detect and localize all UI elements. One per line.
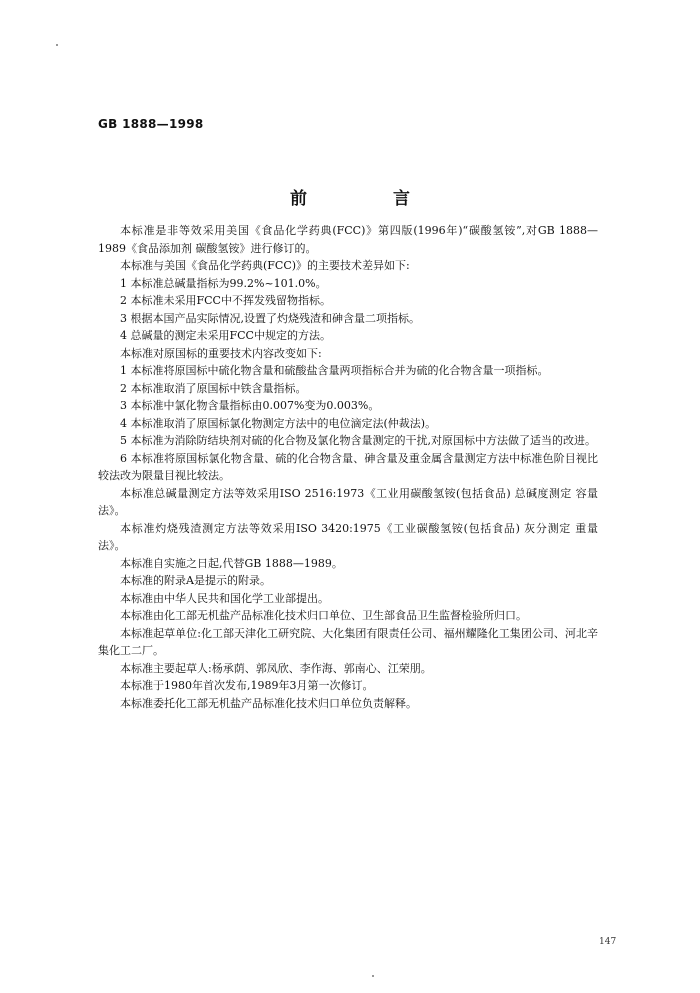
- list-item: 4 总碱量的测定未采用FCC中规定的方法。: [120, 329, 331, 342]
- scan-speck: [372, 975, 374, 977]
- paragraph: 本标准对原国标的重要技术内容改变如下:: [120, 346, 322, 360]
- paragraph: 本标准主要起草人:杨承荫、郭凤欣、李作海、郭南心、江荣朋。: [120, 661, 432, 675]
- paragraph: 本标准于1980年首次发布,1989年3月第一次修订。: [120, 679, 374, 692]
- paragraph: 本标准与美国《食品化学药典(FCC)》的主要技术差异如下:: [120, 259, 410, 272]
- list-item: 2 本标准未采用FCC中不挥发残留物指标。: [120, 294, 331, 307]
- paragraph: 本标准起草单位:化工部天津化工研究院、大化集团有限责任公司、福州耀隆化工集团公司、河北辛集化工二厂。: [98, 626, 598, 657]
- list-item: 1 本标准总碱量指标为99.2%~101.0%。: [120, 276, 327, 290]
- scan-speck: [56, 44, 58, 46]
- list-item: 3 根据本国产品实际情况,设置了灼烧残渣和砷含量二项指标。: [120, 311, 420, 325]
- paragraph: 本标准由中华人民共和国化学工业部提出。: [120, 591, 329, 605]
- paragraph: 本标准是非等效采用美国《食品化学药典(FCC)》第四版(1996年)“碳酸氢铵”,对GB 1888—1989《食品添加剂 碳酸氢铵》进行修订的。: [98, 224, 598, 255]
- list-item: 4 本标准取消了原国标氯化物测定方法中的电位滴定法(仲裁法)。: [120, 416, 437, 430]
- paragraph: 本标准总碱量测定方法等效采用ISO 2516:1973《工业用碳酸氢铵(包括食品) 总碱度测定 容量法》。: [98, 486, 598, 517]
- list-item: 1 本标准将原国标中硫化物含量和硫酸盐含量两项指标合并为硫的化合物含量一项指标。: [120, 364, 549, 377]
- paragraph: 本标准由化工部无机盐产品标准化技术归口单位、卫生部食品卫生监督检验所归口。: [120, 609, 527, 622]
- foreword-body: [98, 222, 598, 712]
- section-title: 前 言: [290, 189, 450, 209]
- standard-code: GB 1888—1998: [98, 117, 204, 131]
- page-number: 147: [599, 937, 617, 947]
- list-item: 5 本标准为消除防结块剂对硫的化合物及氯化物含量测定的干扰,对原国标中方法做了适当的改进。: [120, 434, 596, 447]
- list-item: 3 本标准中氯化物含量指标由0.007%变为0.003%。: [120, 399, 380, 412]
- paragraph: 本标准的附录A是提示的附录。: [120, 574, 271, 587]
- paragraph: 本标准自实施之日起,代替GB 1888—1989。: [120, 556, 343, 570]
- paragraph: 本标准委托化工部无机盐产品标准化技术归口单位负责解释。: [120, 696, 417, 710]
- paragraph: 本标准灼烧残渣测定方法等效采用ISO 3420:1975《工业碳酸氢铵(包括食品) 灰分测定 重量法》。: [98, 521, 598, 552]
- list-item: 6 本标准将原国标氯化物含量、硫的化合物含量、砷含量及重金属含量测定方法中标准色阶目视比较法改为限量目视比较法。: [98, 451, 598, 482]
- list-item: 2 本标准取消了原国标中铁含量指标。: [120, 381, 307, 395]
